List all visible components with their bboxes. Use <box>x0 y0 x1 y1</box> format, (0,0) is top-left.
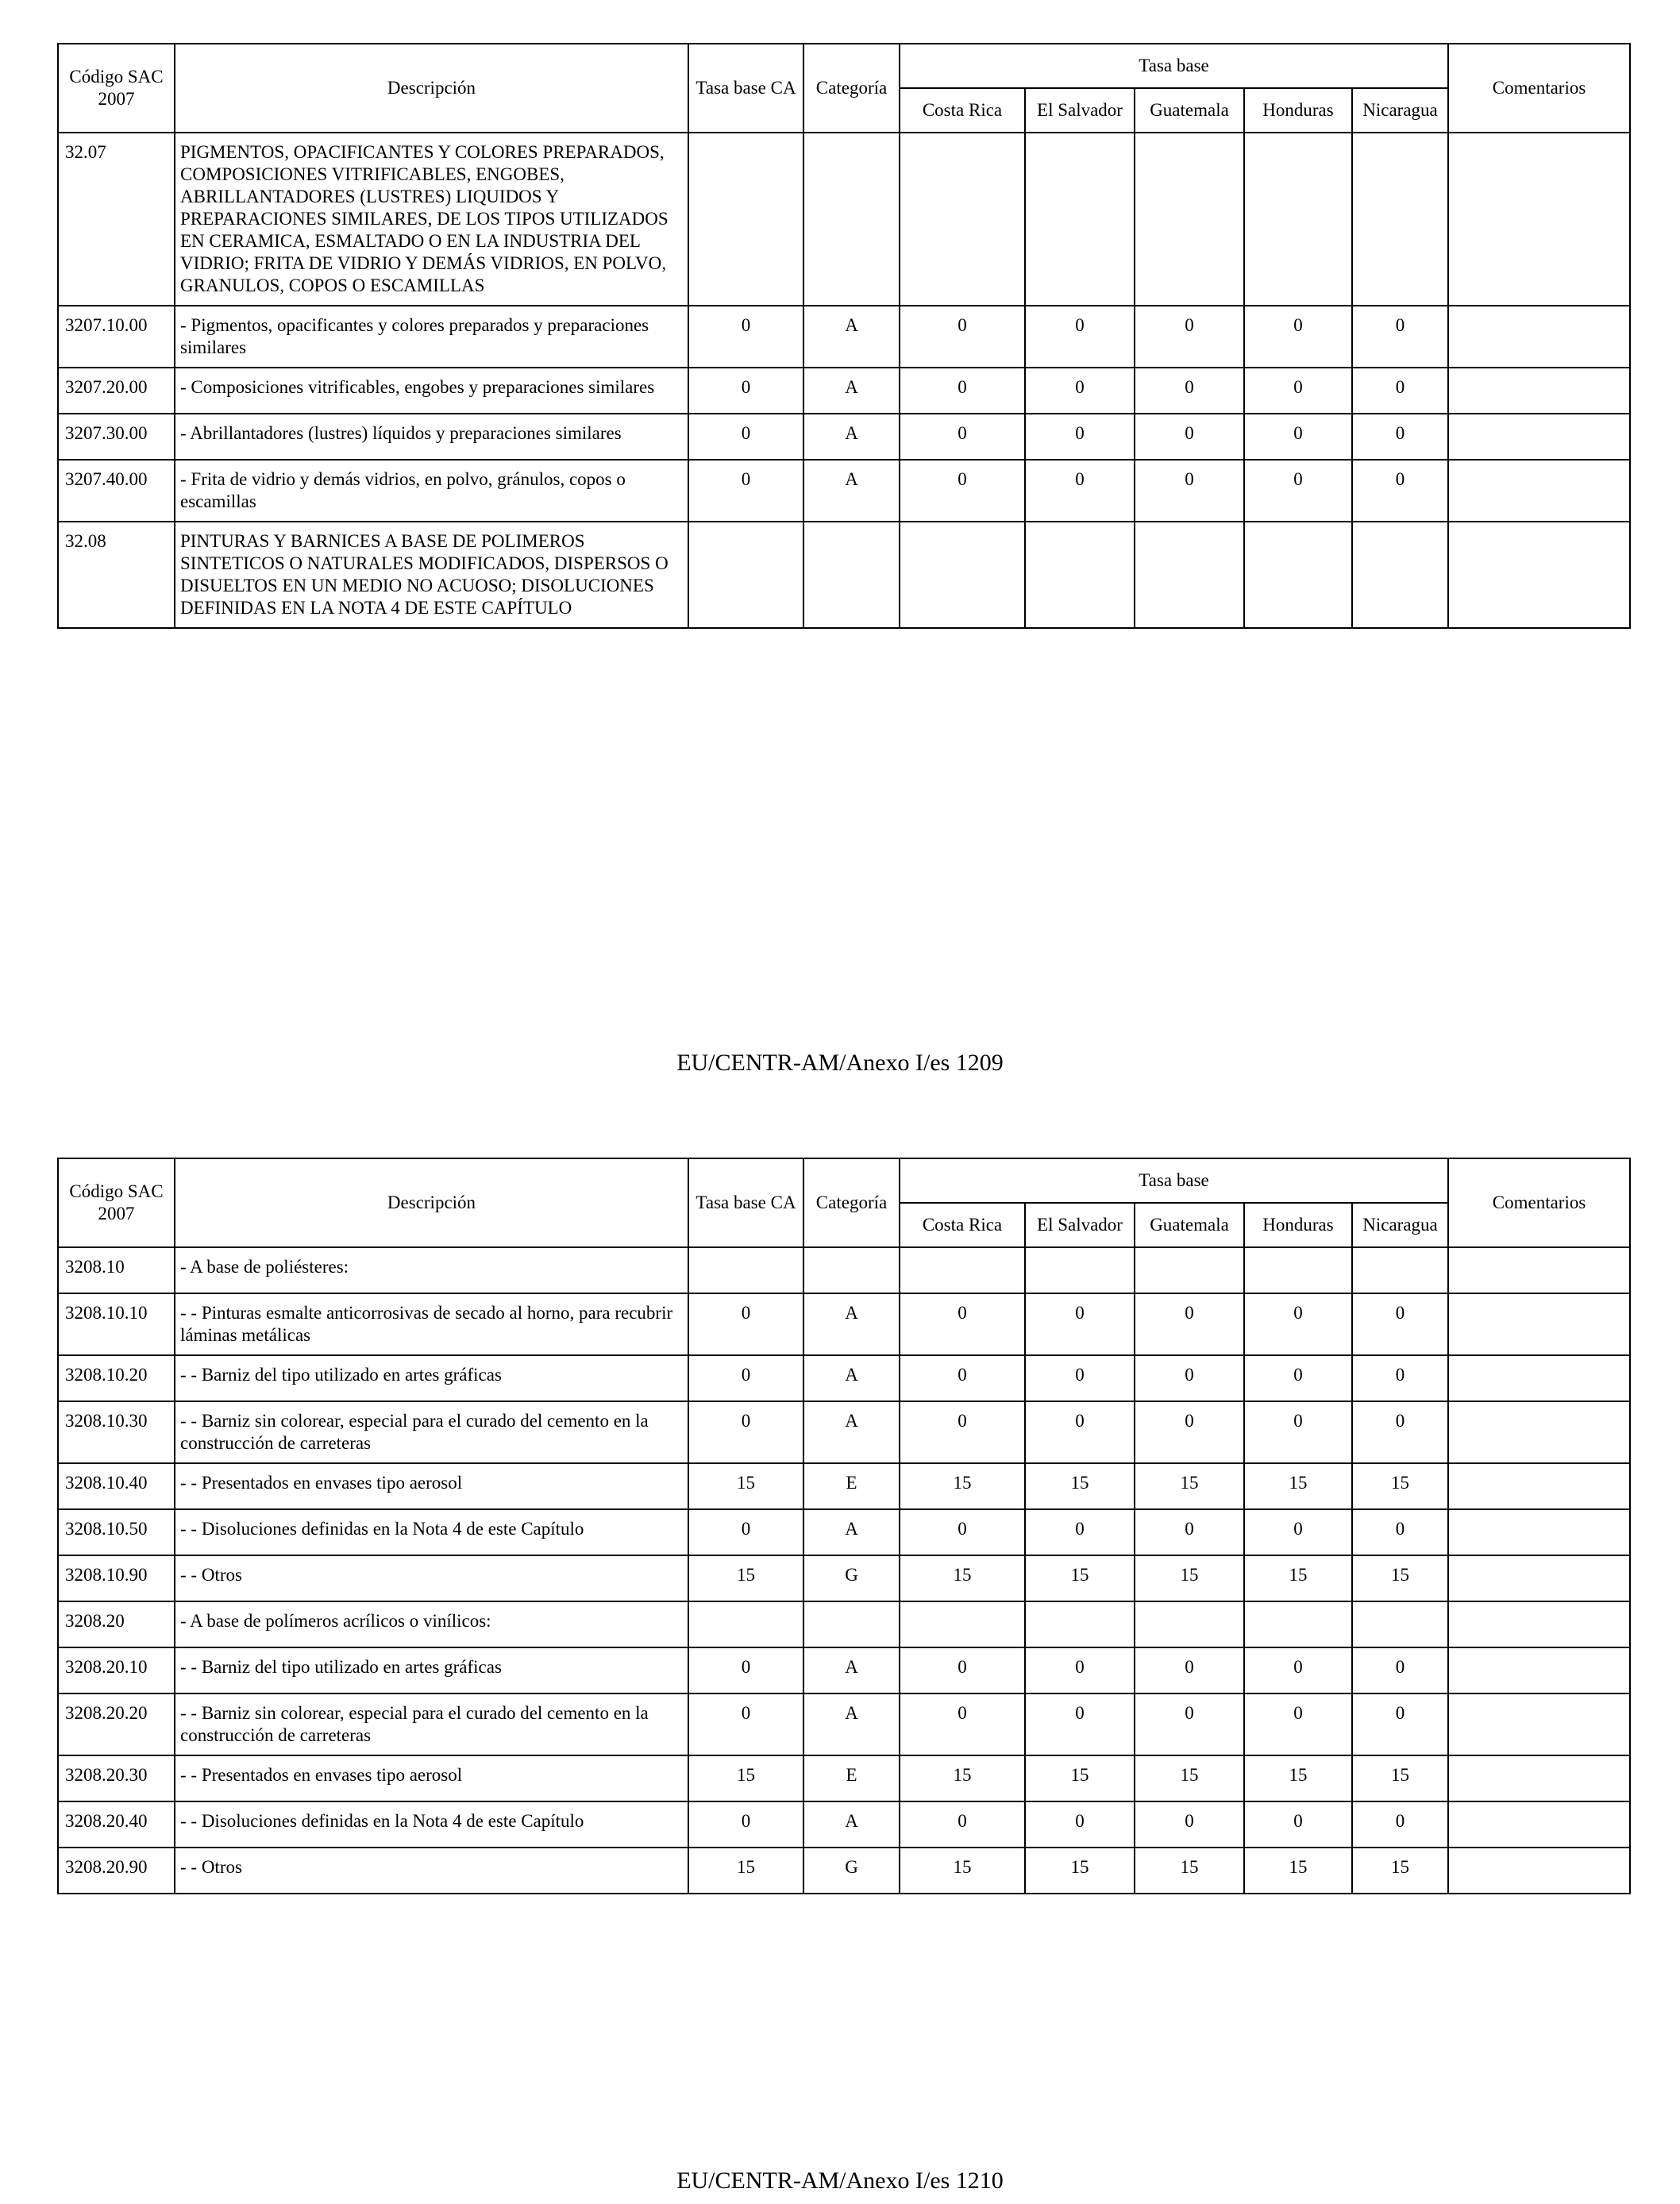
cell-guatemala: 0 <box>1135 1693 1244 1755</box>
cell-description: - - Presentados en envases tipo aerosol <box>175 1463 688 1509</box>
cell-comments <box>1448 1463 1630 1509</box>
cell-honduras: 0 <box>1244 368 1352 414</box>
cell-description: - Frita de vidrio y demás vidrios, en polvo, gránulos, copos o escamillas <box>175 460 688 522</box>
cell-nicaragua <box>1352 1247 1448 1293</box>
cell-code: 3208.10.50 <box>58 1509 175 1555</box>
cell-base-rate-ca: 0 <box>688 1647 803 1693</box>
cell-el-salvador <box>1025 1601 1135 1647</box>
cell-nicaragua <box>1352 133 1448 306</box>
cell-base-rate-ca: 0 <box>688 1801 803 1848</box>
cell-code: 3208.20.30 <box>58 1755 175 1801</box>
cell-costa-rica: 0 <box>900 1693 1025 1755</box>
cell-comments <box>1448 1555 1630 1601</box>
cell-el-salvador <box>1025 1247 1135 1293</box>
header-country: El Salvador <box>1025 88 1135 133</box>
cell-comments <box>1448 1355 1630 1401</box>
cell-honduras: 0 <box>1244 1647 1352 1693</box>
header-comments: Comentarios <box>1448 44 1630 133</box>
cell-comments <box>1448 1848 1630 1894</box>
cell-description: PINTURAS Y BARNICES A BASE DE POLIMEROS SINTETICOS O NATURALES MODIFICADOS, DISPERSOS O DISUELTOS EN UN MEDIO NO ACUOSO; DISOLUCIONES DEFINIDAS EN LA NOTA 4 DE ESTE CAPÍTULO <box>175 522 688 628</box>
cell-description: - - Barniz del tipo utilizado en artes gráficas <box>175 1355 688 1401</box>
cell-code: 3208.10.40 <box>58 1463 175 1509</box>
cell-costa-rica <box>900 1247 1025 1293</box>
cell-code: 3207.20.00 <box>58 368 175 414</box>
cell-base-rate-ca: 15 <box>688 1463 803 1509</box>
cell-el-salvador: 0 <box>1025 1401 1135 1463</box>
cell-base-rate-ca: 15 <box>688 1848 803 1894</box>
cell-costa-rica: 0 <box>900 1293 1025 1355</box>
cell-honduras <box>1244 1601 1352 1647</box>
cell-description: - - Presentados en envases tipo aerosol <box>175 1755 688 1801</box>
cell-honduras: 15 <box>1244 1555 1352 1601</box>
cell-costa-rica: 0 <box>900 1509 1025 1555</box>
cell-description: - Composiciones vitrificables, engobes y preparaciones similares <box>175 368 688 414</box>
cell-el-salvador: 0 <box>1025 460 1135 522</box>
cell-comments <box>1448 1801 1630 1848</box>
cell-comments <box>1448 368 1630 414</box>
header-base-rate-group: Tasa base <box>900 1158 1448 1203</box>
table-row <box>58 1755 1630 1801</box>
cell-base-rate-ca <box>688 522 803 628</box>
table-row <box>58 522 1630 628</box>
cell-costa-rica: 15 <box>900 1755 1025 1801</box>
table-row <box>58 460 1630 522</box>
cell-code: 3208.10.30 <box>58 1401 175 1463</box>
cell-category <box>803 522 900 628</box>
cell-description: - Pigmentos, opacificantes y colores preparados y preparaciones similares <box>175 306 688 368</box>
header-description: Descripción <box>175 44 688 133</box>
header-base-rate-ca: Tasa base CA <box>688 44 803 133</box>
page-footer: EU/CENTR-AM/Anexo I/es 1209 <box>676 1050 1004 1076</box>
cell-base-rate-ca: 0 <box>688 414 803 460</box>
cell-honduras: 0 <box>1244 1693 1352 1755</box>
cell-costa-rica: 15 <box>900 1848 1025 1894</box>
cell-category: A <box>803 1647 900 1693</box>
cell-honduras <box>1244 1247 1352 1293</box>
header-category: Categoría <box>803 1158 900 1247</box>
header-category: Categoría <box>803 44 900 133</box>
header-country: El Salvador <box>1025 1203 1135 1247</box>
cell-guatemala <box>1135 1601 1244 1647</box>
header-code: Código SAC 2007 <box>58 1158 175 1247</box>
cell-el-salvador: 0 <box>1025 1693 1135 1755</box>
cell-code: 32.08 <box>58 522 175 628</box>
cell-description: - - Otros <box>175 1555 688 1601</box>
table-row <box>58 1693 1630 1755</box>
table-row <box>58 1601 1630 1647</box>
cell-base-rate-ca: 15 <box>688 1555 803 1601</box>
cell-comments <box>1448 1601 1630 1647</box>
cell-base-rate-ca: 0 <box>688 1293 803 1355</box>
cell-nicaragua: 0 <box>1352 1693 1448 1755</box>
cell-category: A <box>803 414 900 460</box>
cell-nicaragua <box>1352 522 1448 628</box>
cell-category: A <box>803 368 900 414</box>
header-country: Costa Rica <box>900 88 1025 133</box>
cell-costa-rica: 0 <box>900 1801 1025 1848</box>
header-country: Nicaragua <box>1352 1203 1448 1247</box>
cell-category: E <box>803 1463 900 1509</box>
cell-comments <box>1448 460 1630 522</box>
header-base-rate-ca: Tasa base CA <box>688 1158 803 1247</box>
cell-comments <box>1448 1647 1630 1693</box>
cell-costa-rica: 0 <box>900 1355 1025 1401</box>
cell-category: A <box>803 1293 900 1355</box>
cell-guatemala <box>1135 1247 1244 1293</box>
cell-code: 3208.10.10 <box>58 1293 175 1355</box>
cell-nicaragua: 0 <box>1352 1401 1448 1463</box>
cell-comments <box>1448 306 1630 368</box>
cell-category: A <box>803 1801 900 1848</box>
cell-code: 3207.40.00 <box>58 460 175 522</box>
cell-nicaragua: 0 <box>1352 414 1448 460</box>
cell-comments <box>1448 414 1630 460</box>
cell-guatemala: 15 <box>1135 1463 1244 1509</box>
header-description: Descripción <box>175 1158 688 1247</box>
cell-honduras <box>1244 522 1352 628</box>
cell-el-salvador: 15 <box>1025 1555 1135 1601</box>
cell-nicaragua: 0 <box>1352 1293 1448 1355</box>
cell-comments <box>1448 133 1630 306</box>
cell-category <box>803 1247 900 1293</box>
cell-base-rate-ca: 0 <box>688 1355 803 1401</box>
cell-nicaragua: 15 <box>1352 1848 1448 1894</box>
cell-code: 3208.10 <box>58 1247 175 1293</box>
cell-honduras: 0 <box>1244 1401 1352 1463</box>
cell-el-salvador: 0 <box>1025 1355 1135 1401</box>
header-country: Nicaragua <box>1352 88 1448 133</box>
cell-costa-rica: 0 <box>900 306 1025 368</box>
cell-guatemala: 0 <box>1135 460 1244 522</box>
cell-base-rate-ca: 0 <box>688 460 803 522</box>
table-row <box>58 414 1630 460</box>
cell-honduras: 0 <box>1244 460 1352 522</box>
cell-description: - - Pinturas esmalte anticorrosivas de secado al horno, para recubrir láminas metálicas <box>175 1293 688 1355</box>
cell-category: A <box>803 1401 900 1463</box>
cell-costa-rica: 15 <box>900 1555 1025 1601</box>
cell-honduras: 0 <box>1244 1293 1352 1355</box>
cell-guatemala: 0 <box>1135 1355 1244 1401</box>
cell-base-rate-ca: 0 <box>688 1401 803 1463</box>
cell-guatemala: 0 <box>1135 1401 1244 1463</box>
header-code: Código SAC 2007 <box>58 44 175 133</box>
cell-guatemala: 0 <box>1135 414 1244 460</box>
cell-el-salvador: 0 <box>1025 368 1135 414</box>
cell-description: PIGMENTOS, OPACIFICANTES Y COLORES PREPARADOS, COMPOSICIONES VITRIFICABLES, ENGOBES, ABRILLANTADORES (LUSTRES) LIQUIDOS Y PREPARACIONES SIMILARES, DE LOS TIPOS UTILIZADOS EN CERAMICA, ESMALTADO O EN LA INDUSTRIA DEL VIDRIO; FRITA DE VIDRIO Y DEMÁS VIDRIOS, EN POLVO, GRANULOS, COPOS O ESCAMILLAS <box>175 133 688 306</box>
cell-nicaragua: 0 <box>1352 1509 1448 1555</box>
cell-description: - - Otros <box>175 1848 688 1894</box>
cell-nicaragua <box>1352 1601 1448 1647</box>
cell-code: 3208.10.90 <box>58 1555 175 1601</box>
cell-code: 3208.20.40 <box>58 1801 175 1848</box>
cell-costa-rica: 0 <box>900 1401 1025 1463</box>
header-country: Honduras <box>1244 88 1352 133</box>
cell-el-salvador: 0 <box>1025 1293 1135 1355</box>
table-row <box>58 1801 1630 1848</box>
cell-el-salvador: 15 <box>1025 1463 1135 1509</box>
cell-honduras: 15 <box>1244 1848 1352 1894</box>
cell-el-salvador: 0 <box>1025 1647 1135 1693</box>
cell-honduras: 0 <box>1244 414 1352 460</box>
cell-base-rate-ca <box>688 1601 803 1647</box>
cell-costa-rica <box>900 522 1025 628</box>
cell-base-rate-ca: 0 <box>688 368 803 414</box>
cell-category: A <box>803 1355 900 1401</box>
table-row <box>58 1293 1630 1355</box>
tariff-table-2 <box>57 1158 1631 1894</box>
table-row <box>58 1401 1630 1463</box>
cell-el-salvador: 15 <box>1025 1848 1135 1894</box>
cell-el-salvador: 15 <box>1025 1755 1135 1801</box>
table-row <box>58 1463 1630 1509</box>
cell-nicaragua: 0 <box>1352 1647 1448 1693</box>
cell-code: 3208.20.20 <box>58 1693 175 1755</box>
header-comments: Comentarios <box>1448 1158 1630 1247</box>
cell-description: - - Barniz del tipo utilizado en artes gráficas <box>175 1647 688 1693</box>
cell-costa-rica <box>900 1601 1025 1647</box>
cell-guatemala: 0 <box>1135 1509 1244 1555</box>
cell-description: - - Disoluciones definidas en la Nota 4 de este Capítulo <box>175 1509 688 1555</box>
cell-guatemala <box>1135 522 1244 628</box>
cell-category: A <box>803 306 900 368</box>
cell-nicaragua: 0 <box>1352 460 1448 522</box>
cell-el-salvador: 0 <box>1025 1509 1135 1555</box>
header-country: Costa Rica <box>900 1203 1025 1247</box>
cell-description: - - Disoluciones definidas en la Nota 4 de este Capítulo <box>175 1801 688 1848</box>
cell-nicaragua: 15 <box>1352 1755 1448 1801</box>
cell-category: A <box>803 1693 900 1755</box>
cell-honduras: 0 <box>1244 1355 1352 1401</box>
cell-costa-rica: 0 <box>900 368 1025 414</box>
table-row <box>58 1848 1630 1894</box>
cell-nicaragua: 0 <box>1352 1355 1448 1401</box>
cell-costa-rica <box>900 133 1025 306</box>
cell-el-salvador: 0 <box>1025 306 1135 368</box>
cell-guatemala: 0 <box>1135 1801 1244 1848</box>
header-base-rate-group: Tasa base <box>900 44 1448 88</box>
cell-base-rate-ca <box>688 133 803 306</box>
cell-costa-rica: 0 <box>900 1647 1025 1693</box>
cell-comments <box>1448 1509 1630 1555</box>
cell-honduras <box>1244 133 1352 306</box>
table-row <box>58 1355 1630 1401</box>
cell-description: - - Barniz sin colorear, especial para el curado del cemento en la construcción de carreteras <box>175 1693 688 1755</box>
cell-code: 3208.20.90 <box>58 1848 175 1894</box>
table-row <box>58 133 1630 306</box>
cell-honduras: 0 <box>1244 1509 1352 1555</box>
header-country: Guatemala <box>1135 1203 1244 1247</box>
cell-guatemala: 15 <box>1135 1555 1244 1601</box>
cell-guatemala: 0 <box>1135 1647 1244 1693</box>
cell-description: - - Barniz sin colorear, especial para el curado del cemento en la construcción de carreteras <box>175 1401 688 1463</box>
cell-nicaragua: 15 <box>1352 1463 1448 1509</box>
cell-base-rate-ca <box>688 1247 803 1293</box>
table-row <box>58 1247 1630 1293</box>
cell-comments <box>1448 522 1630 628</box>
cell-description: - A base de poliésteres: <box>175 1247 688 1293</box>
cell-el-salvador: 0 <box>1025 1801 1135 1848</box>
cell-comments <box>1448 1293 1630 1355</box>
cell-honduras: 0 <box>1244 1801 1352 1848</box>
cell-comments <box>1448 1693 1630 1755</box>
cell-honduras: 15 <box>1244 1463 1352 1509</box>
cell-nicaragua: 0 <box>1352 306 1448 368</box>
cell-category: E <box>803 1755 900 1801</box>
cell-guatemala: 0 <box>1135 306 1244 368</box>
cell-el-salvador <box>1025 522 1135 628</box>
cell-el-salvador: 0 <box>1025 414 1135 460</box>
cell-nicaragua: 0 <box>1352 1801 1448 1848</box>
table-row <box>58 306 1630 368</box>
table-row <box>58 1647 1630 1693</box>
cell-comments <box>1448 1247 1630 1293</box>
cell-guatemala: 0 <box>1135 368 1244 414</box>
tariff-table-1 <box>57 43 1631 629</box>
table-row <box>58 1555 1630 1601</box>
cell-guatemala: 15 <box>1135 1848 1244 1894</box>
cell-honduras: 0 <box>1244 306 1352 368</box>
table-row <box>58 368 1630 414</box>
page-footer: EU/CENTR-AM/Anexo I/es 1210 <box>676 2167 1004 2194</box>
cell-code: 3208.10.20 <box>58 1355 175 1401</box>
cell-code: 32.07 <box>58 133 175 306</box>
cell-base-rate-ca: 15 <box>688 1755 803 1801</box>
cell-guatemala <box>1135 133 1244 306</box>
cell-nicaragua: 0 <box>1352 368 1448 414</box>
cell-guatemala: 15 <box>1135 1755 1244 1801</box>
header-country: Honduras <box>1244 1203 1352 1247</box>
cell-code: 3208.20.10 <box>58 1647 175 1693</box>
cell-costa-rica: 15 <box>900 1463 1025 1509</box>
cell-honduras: 15 <box>1244 1755 1352 1801</box>
cell-nicaragua: 15 <box>1352 1555 1448 1601</box>
cell-comments <box>1448 1755 1630 1801</box>
cell-costa-rica: 0 <box>900 460 1025 522</box>
cell-category <box>803 133 900 306</box>
cell-code: 3208.20 <box>58 1601 175 1647</box>
cell-category: G <box>803 1848 900 1894</box>
cell-base-rate-ca: 0 <box>688 306 803 368</box>
header-country: Guatemala <box>1135 88 1244 133</box>
cell-base-rate-ca: 0 <box>688 1509 803 1555</box>
cell-category: A <box>803 460 900 522</box>
table-row <box>58 1509 1630 1555</box>
cell-category <box>803 1601 900 1647</box>
cell-el-salvador <box>1025 133 1135 306</box>
cell-costa-rica: 0 <box>900 414 1025 460</box>
cell-code: 3207.10.00 <box>58 306 175 368</box>
cell-category: G <box>803 1555 900 1601</box>
cell-description: - A base de polímeros acrílicos o vinílicos: <box>175 1601 688 1647</box>
cell-description: - Abrillantadores (lustres) líquidos y preparaciones similares <box>175 414 688 460</box>
cell-base-rate-ca: 0 <box>688 1693 803 1755</box>
cell-guatemala: 0 <box>1135 1293 1244 1355</box>
cell-comments <box>1448 1401 1630 1463</box>
cell-category: A <box>803 1509 900 1555</box>
cell-code: 3207.30.00 <box>58 414 175 460</box>
